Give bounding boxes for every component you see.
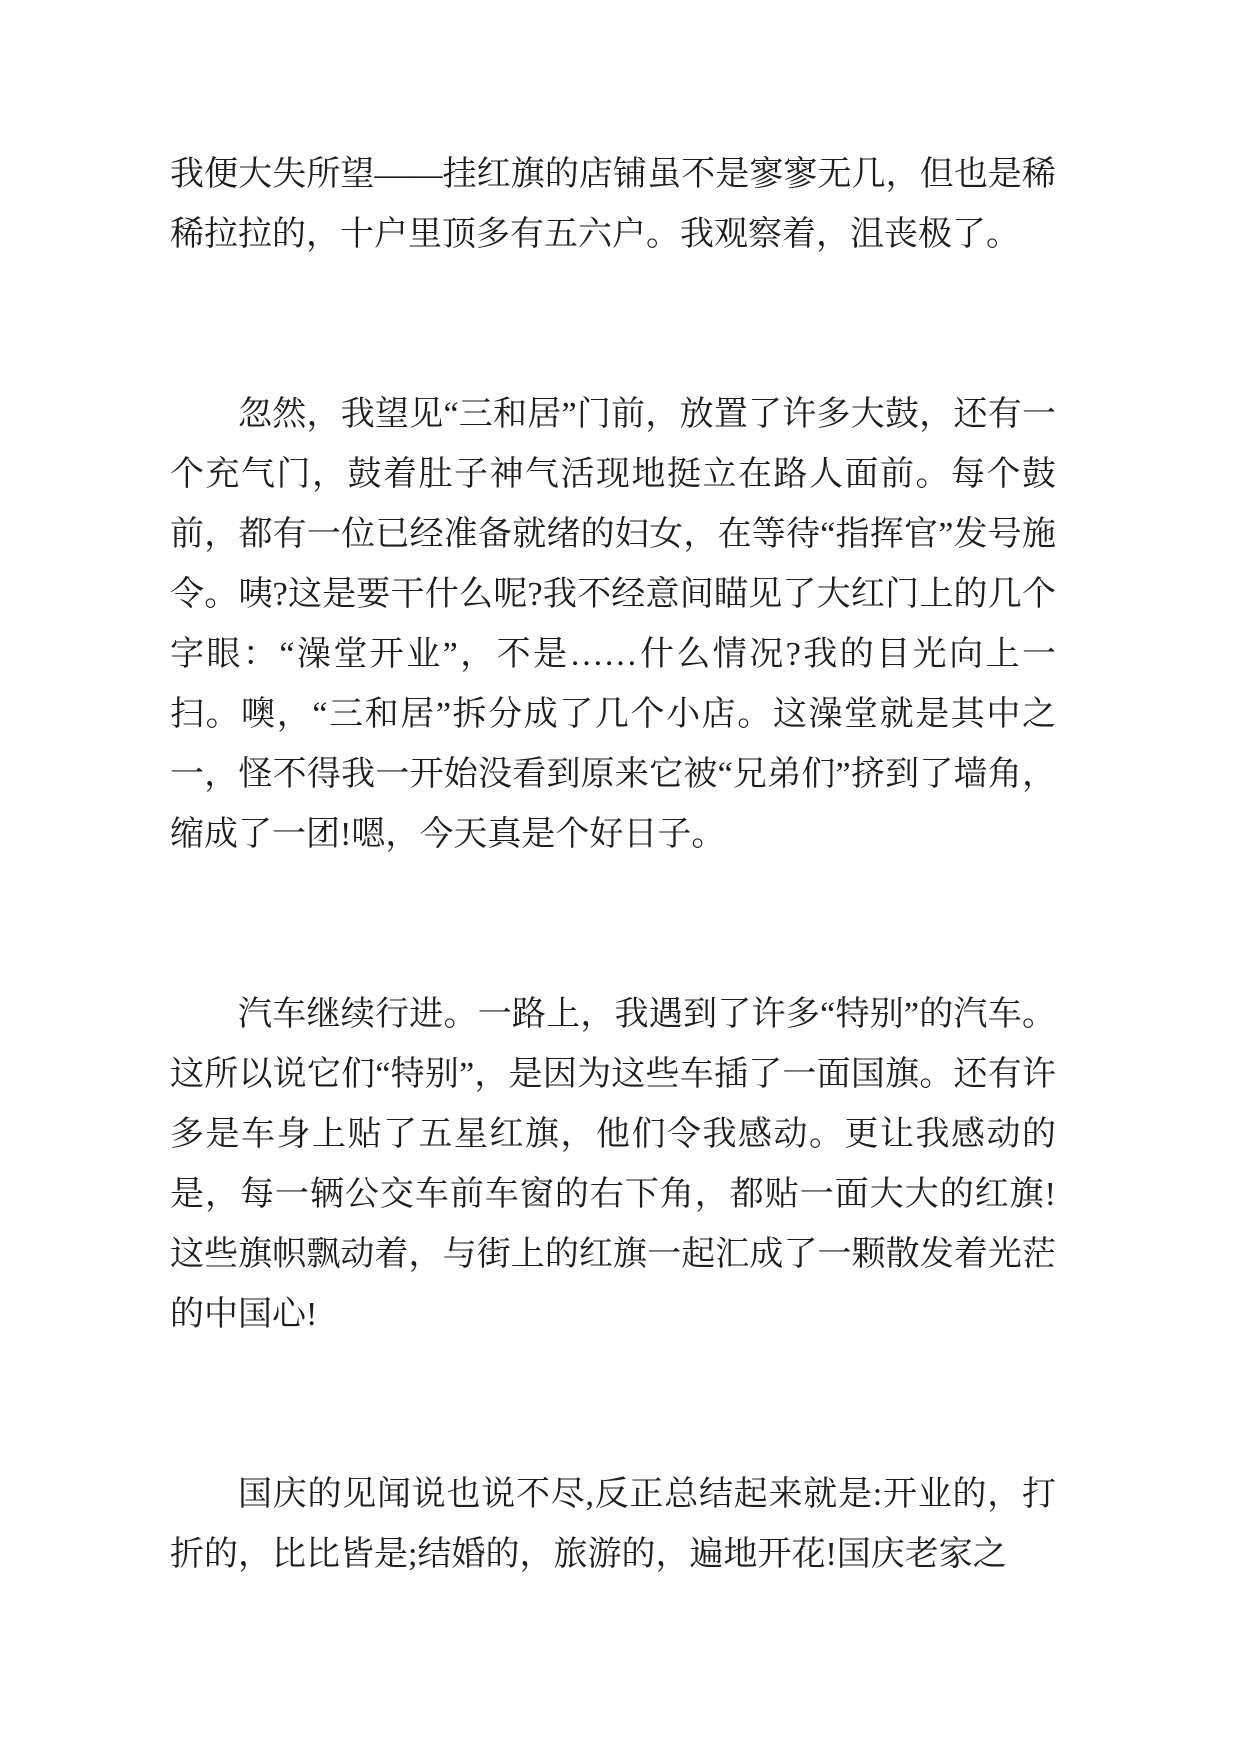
paragraph-2: 忽然，我望见“三和居”门前，放置了许多大鼓，还有一个充气门，鼓着肚子神气活现地挺立在路人面前。每个鼓前，都有一位已经准备就绪的妇女，在等待“指挥官”发号施令。咦?这是要干什么呢?我不经意间瞄见了大红门上的几个字眼：“澡堂开业”，不是……什么情况?我的目光向上一扫。噢，“三和居”拆分成了几个小店。这澡堂就是其中之一，怪不得我一开始没看到原来它被“兄弟们”挤到了墙角，缩成了一团!嗯，今天真是个好日子。	[170, 396, 1056, 853]
paragraph-1: 我便大失所望——挂红旗的店铺虽不是寥寥无几，但也是稀稀拉拉的，十户里顶多有五六户。我观察着，沮丧极了。	[170, 156, 1056, 253]
paragraph-3: 汽车继续行进。一路上，我遇到了许多“特别”的汽车。这所以说它们“特别”，是因为这些车插了一面国旗。还有许多是车身上贴了五星红旗，他们令我感动。更让我感动的是，每一辆公交车前车窗的右下角，都贴一面大大的红旗!这些旗帜飘动着，与街上的红旗一起汇成了一颗散发着光茫的中国心!	[170, 996, 1056, 1333]
paragraph-4: 国庆的见闻说也说不尽,反正总结起来就是:开业的，打折的，比比皆是;结婚的，旅游的，遍地开花!国庆老家之	[170, 1476, 1056, 1573]
